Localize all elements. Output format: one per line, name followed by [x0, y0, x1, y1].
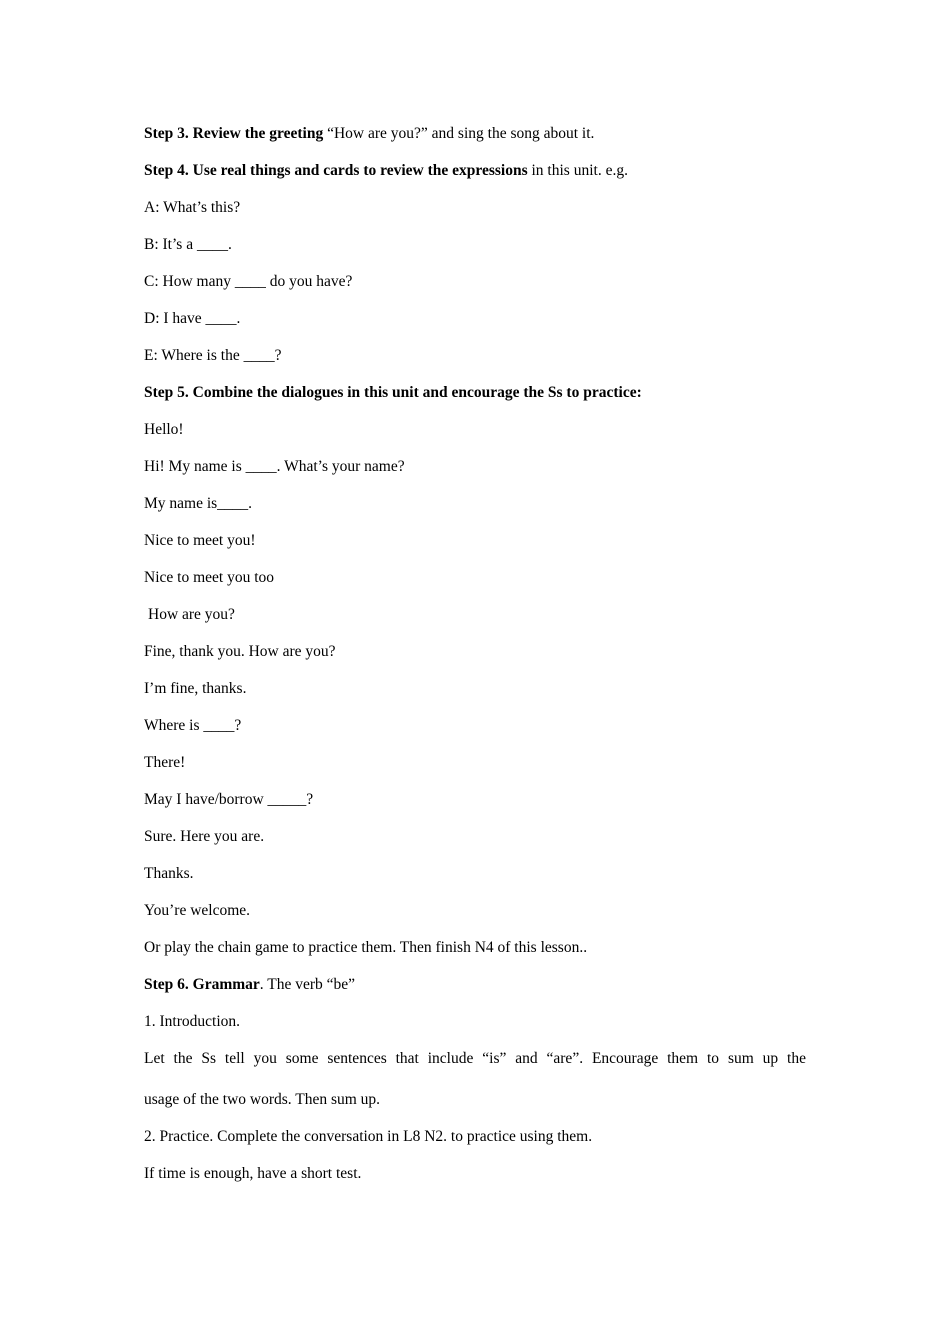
dialogue-line: You’re welcome.: [144, 902, 251, 919]
dialogue-line: I’m fine, thanks.: [144, 680, 247, 697]
short-test-line: If time is enough, have a short test.: [144, 1165, 362, 1182]
dialogue-line: There!: [144, 754, 186, 771]
expression-b: B: It’s a ____.: [144, 236, 232, 253]
dialogue-line: Nice to meet you too: [144, 569, 274, 586]
introduction-line: 1. Introduction.: [144, 1013, 240, 1030]
dialogue-line: Hello!: [144, 421, 184, 438]
step-6-line: [144, 975, 806, 995]
step-3-text: “How are you?” and sing the song about it.: [323, 125, 595, 142]
chain-game-line: Or play the chain game to practice them. Then finish N4 of this lesson..: [144, 939, 588, 956]
step-6-heading: Step 6. Grammar: [144, 976, 260, 993]
dialogue-line: Thanks.: [144, 865, 194, 882]
step-3-line: [144, 124, 806, 144]
document-body: [144, 124, 806, 1201]
expression-d: D: I have ____.: [144, 310, 241, 327]
dialogue-line: Fine, thank you. How are you?: [144, 643, 336, 660]
dialogue-line: Where is ____?: [144, 717, 242, 734]
dialogue-line: Hi! My name is ____. What’s your name?: [144, 458, 405, 475]
dialogue-line: May I have/borrow _____?: [144, 791, 314, 808]
paragraph-line-1: Let the Ss tell you some sentences that include “is” and “are”. Encourage them to sum up the: [144, 1050, 806, 1067]
dialogue-line: Nice to meet you!: [144, 532, 256, 549]
expression-a: A: What’s this?: [144, 199, 241, 216]
practice-line: 2. Practice. Complete the conversation in L8 N2. to practice using them.: [144, 1128, 593, 1145]
dialogue-line: How are you?: [148, 606, 235, 623]
paragraph-line-2: usage of the two words. Then sum up.: [144, 1091, 381, 1108]
dialogue-line: Sure. Here you are.: [144, 828, 265, 845]
expression-c: C: How many ____ do you have?: [144, 273, 353, 290]
dialogue-line: My name is____.: [144, 495, 253, 512]
step-4-line: [144, 161, 806, 181]
step-6-text: . The verb “be”: [259, 976, 356, 993]
expression-e: E: Where is the ____?: [144, 347, 282, 364]
step-4-text: in this unit. e.g.: [527, 162, 628, 179]
step-5-heading: Step 5. Combine the dialogues in this unit and encourage the Ss to practice:: [144, 384, 642, 401]
step-5-line: [144, 383, 806, 403]
step-3-heading: Step 3. Review the greeting: [144, 125, 324, 142]
step-4-heading: Step 4. Use real things and cards to review the expressions: [144, 162, 528, 179]
